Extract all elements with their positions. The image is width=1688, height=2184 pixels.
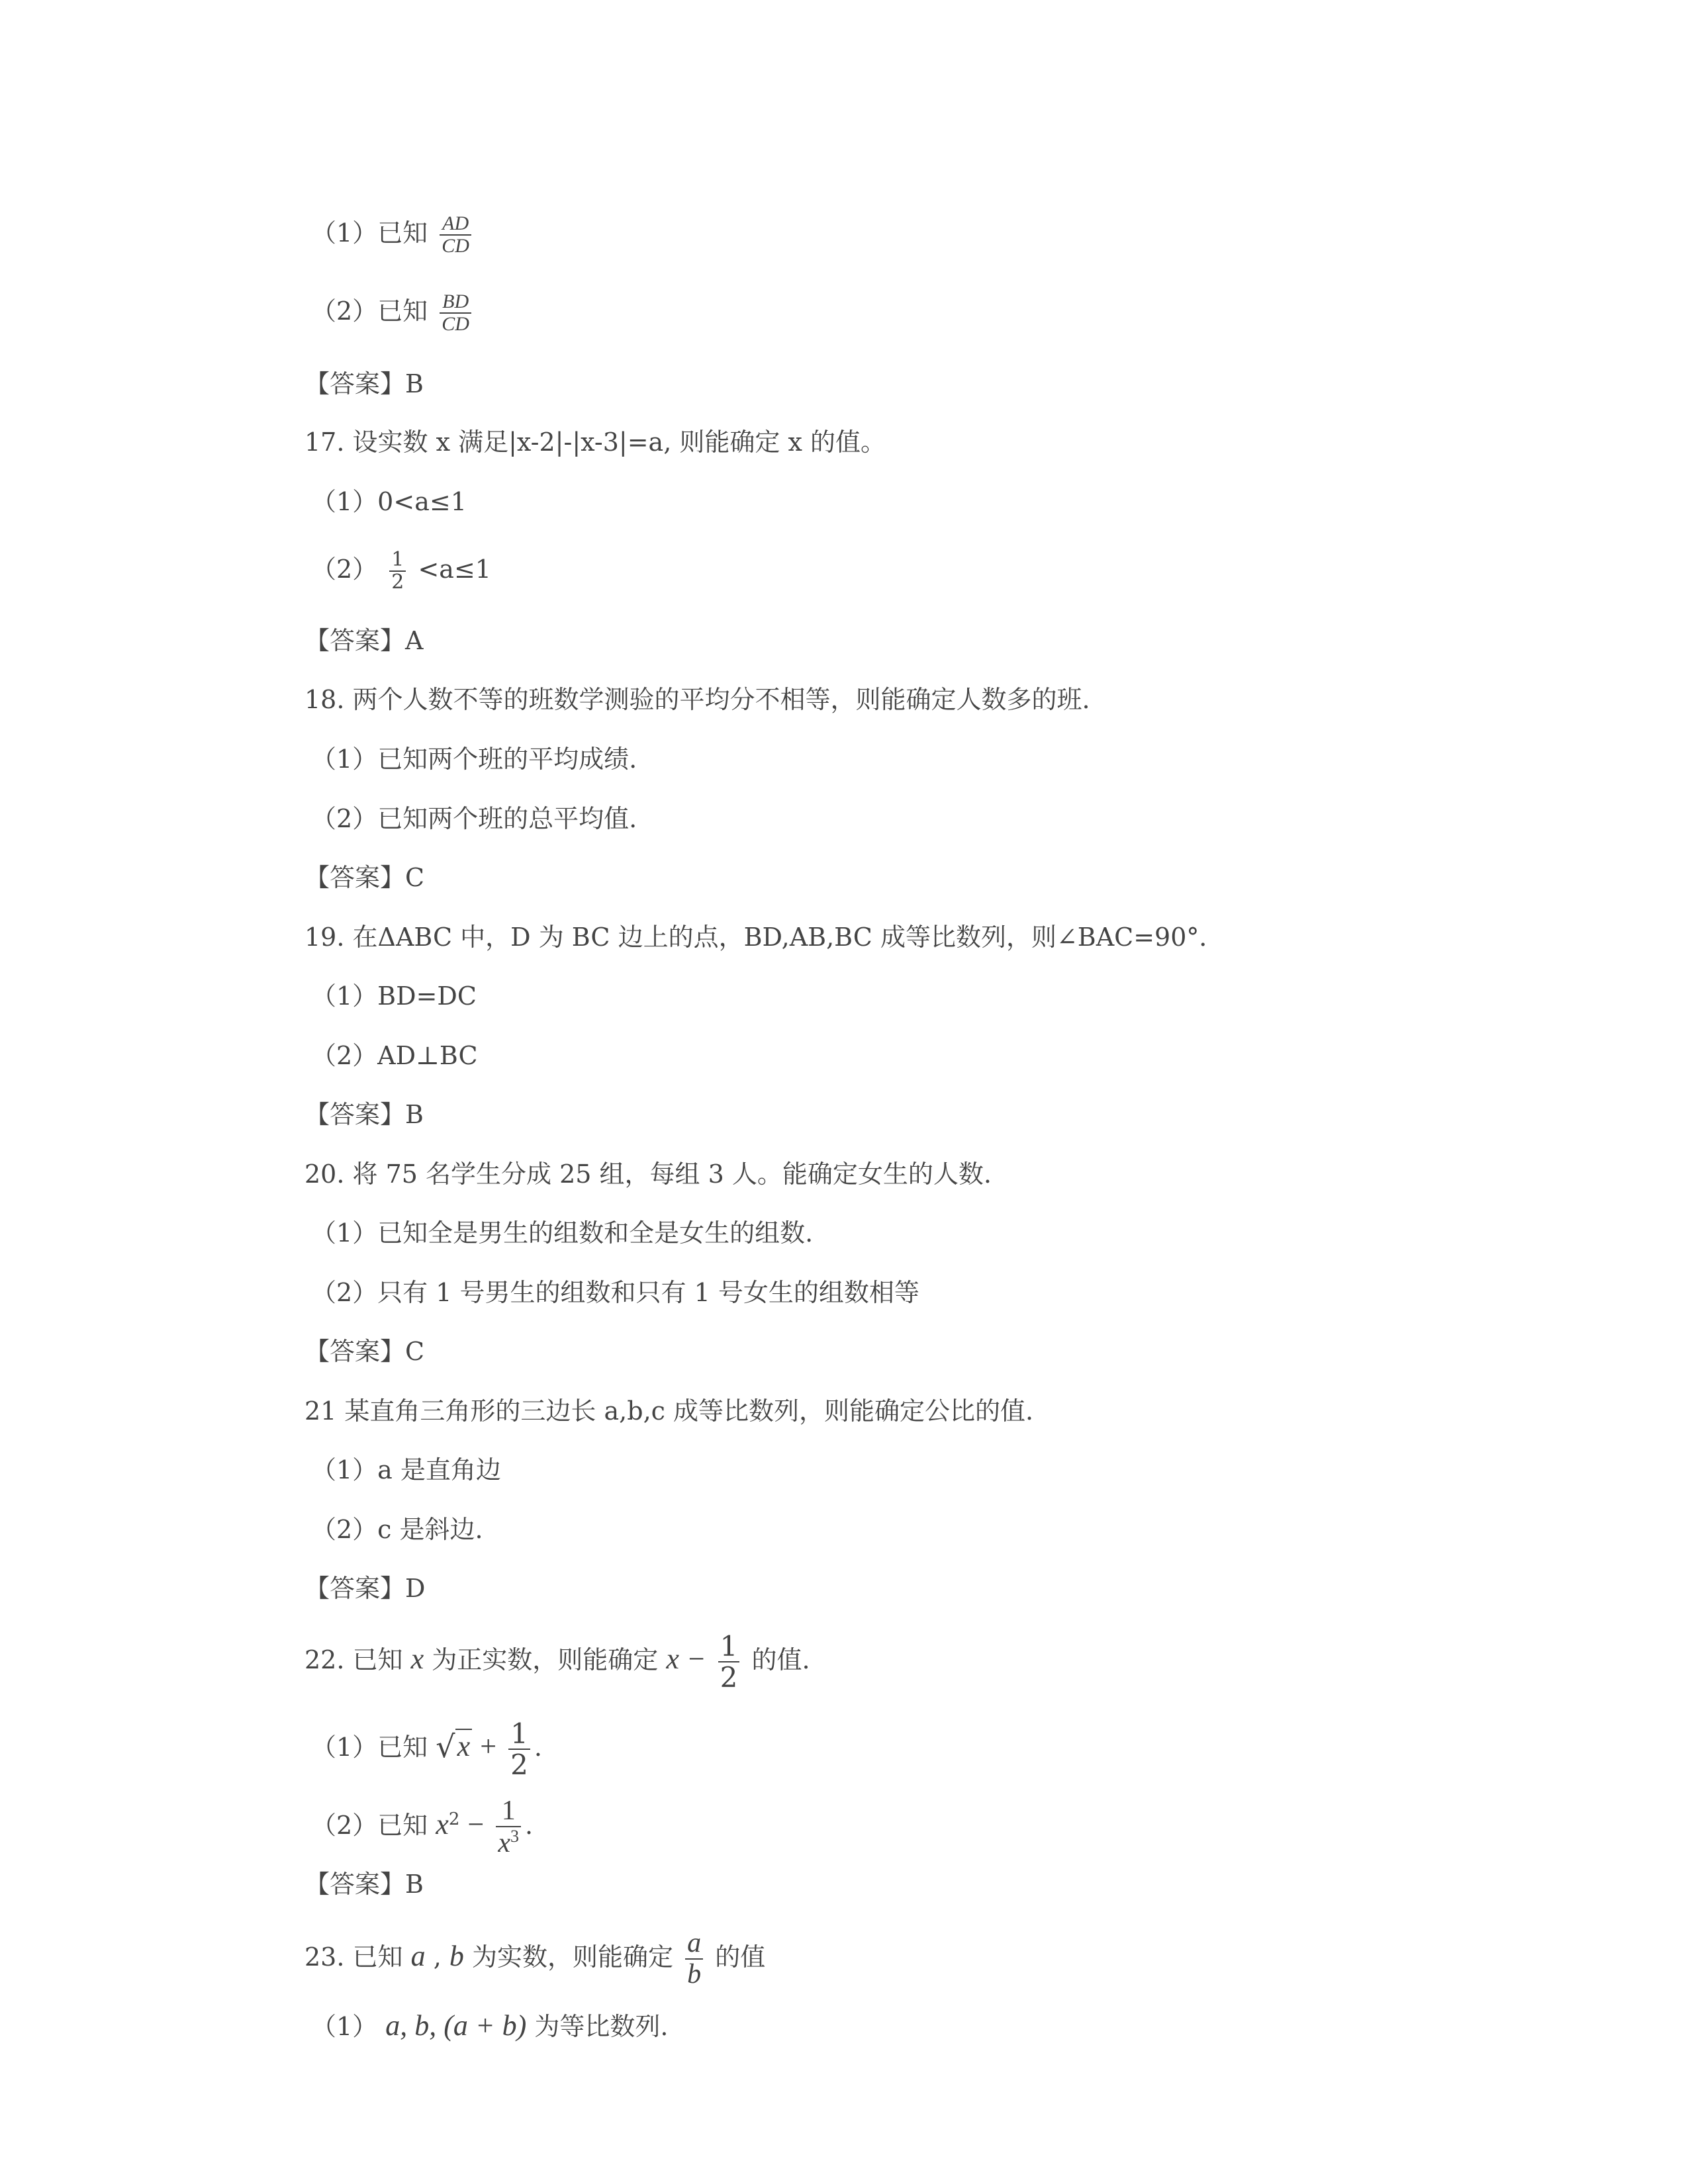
q22-c1-plus: + — [480, 1729, 497, 1762]
q22-stem-denominator: 2 — [720, 1661, 738, 1694]
q20-stem: 20. 将 75 名学生分成 25 组，每组 3 人。能确定女生的人数. — [305, 1160, 992, 1189]
q21-condition-1: （1）a 是直角边 — [311, 1455, 501, 1484]
q22-condition-2 — [311, 1796, 533, 1859]
q20-answer: 【答案】C — [305, 1337, 425, 1366]
q19-condition-1: （1）BD=DC — [311, 981, 477, 1011]
q22-stem-variable: x — [410, 1642, 424, 1675]
q20-condition-2: （2）只有 1 号男生的组数和只有 1 号女生的组数相等 — [311, 1278, 919, 1307]
q22-c2-denominator — [496, 1827, 521, 1858]
q21-condition-2: （2）c 是斜边. — [311, 1515, 483, 1544]
q23-stem-denominator: b — [687, 1959, 702, 1990]
q22-c2-den-exponent: 3 — [510, 1827, 520, 1846]
q18-condition-2: （2）已知两个班的总平均值. — [311, 804, 637, 833]
q22-c1-end: . — [534, 1732, 542, 1762]
q18-stem: 18. 两个人数不等的班数学测验的平均分不相等，则能确定人数多的班. — [305, 685, 1090, 714]
q23-stem-fraction — [685, 1929, 703, 1990]
q20-condition-1: （1）已知全是男生的组数和全是女生的组数. — [311, 1218, 814, 1248]
q23-stem — [305, 1929, 765, 1990]
q22-condition-1 — [311, 1719, 542, 1780]
q16-c1-prefix: （1）已知 — [311, 218, 428, 248]
q16-answer: 【答案】B — [305, 369, 424, 398]
q17-stem: 17. 设实数 x 满足|x-2|-|x-3|=a, 则能确定 x 的值。 — [305, 428, 886, 457]
q16-c2-denominator: CD — [442, 313, 469, 336]
q22-c2-end: . — [525, 1810, 534, 1840]
q22-stem-prefix: 22. 已知 — [305, 1645, 403, 1674]
sqrt-icon: √ — [436, 1728, 455, 1764]
q16-condition-1 — [311, 213, 475, 257]
q17-condition-1: （1）0<a≤1 — [311, 487, 467, 516]
q22-c1-denominator: 2 — [510, 1749, 528, 1782]
q19-condition-2: （2）AD⊥BC — [311, 1041, 478, 1070]
q23-c1-expression: a, b, (a + b) — [385, 2009, 527, 2042]
q22-stem-numerator: 1 — [718, 1631, 740, 1662]
q18-condition-1: （1）已知两个班的平均成绩. — [311, 745, 637, 774]
q17-c2-denominator: 2 — [391, 570, 404, 594]
q19-stem: 19. 在ΔABC 中，D 为 BC 边上的点，BD,AB,BC 成等比数列，则∠BAC=90°． — [305, 923, 1225, 952]
q16-c1-numerator: AD — [440, 213, 471, 236]
q22-answer: 【答案】B — [305, 1870, 424, 1899]
q18-answer: 【答案】C — [305, 863, 425, 892]
q23-condition-1 — [311, 2009, 668, 2043]
q16-c1-denominator: CD — [442, 235, 469, 257]
q22-c1-fraction — [508, 1719, 530, 1780]
q22-stem-mid: 为正实数，则能确定 — [432, 1645, 659, 1674]
q23-stem-b: b — [449, 1939, 464, 1972]
q23-stem-prefix: 23. 已知 — [305, 1942, 403, 1972]
q22-stem-fraction — [718, 1631, 740, 1693]
q22-c2-exponent: 2 — [448, 1809, 460, 1830]
q16-c2-numerator: BD — [440, 291, 471, 314]
q21-stem: 21 某直角三角形的三边长 a,b,c 成等比数列，则能确定公比的值. — [305, 1396, 1034, 1426]
q22-c2-numerator: 1 — [496, 1796, 521, 1827]
q22-c1-numerator: 1 — [508, 1719, 530, 1750]
q16-c2-prefix: （2）已知 — [311, 296, 428, 326]
q16-condition-2 — [311, 291, 475, 336]
q23-c1-prefix: （1） — [311, 2012, 378, 2041]
q16-c2-fraction — [440, 291, 471, 336]
q22-stem-expression: x − — [666, 1642, 706, 1675]
q22-stem-suffix: 的值. — [751, 1645, 810, 1674]
q17-c2-suffix: <a≤1 — [418, 554, 491, 584]
q22-stem — [305, 1631, 810, 1693]
q21-answer: 【答案】D — [305, 1574, 426, 1603]
q23-c1-suffix: 为等比数列. — [534, 2012, 669, 2041]
q22-c2-base: x — [436, 1807, 449, 1841]
q23-stem-a: a — [410, 1939, 426, 1972]
q17-c2-prefix: （2） — [311, 554, 378, 584]
q16-c1-fraction — [440, 213, 471, 257]
q22-c2-prefix: （2）已知 — [311, 1810, 428, 1840]
q23-stem-comma: , — [433, 1942, 442, 1972]
q22-c2-fraction — [496, 1796, 521, 1859]
q23-stem-mid: 为实数，则能确定 — [471, 1942, 673, 1972]
q17-condition-2 — [311, 549, 491, 594]
q23-stem-numerator: a — [685, 1929, 703, 1960]
q22-c1-prefix: （1）已知 — [311, 1732, 428, 1762]
q23-stem-suffix: 的值 — [715, 1942, 766, 1972]
q22-c2-den-base: x — [498, 1828, 511, 1859]
q17-c2-numerator: 1 — [389, 549, 406, 572]
q22-c2-minus: − — [467, 1807, 485, 1841]
q19-answer: 【答案】B — [305, 1100, 424, 1129]
q17-answer: 【答案】A — [305, 626, 424, 655]
q17-c2-fraction — [389, 549, 406, 594]
q22-c1-radicand: x — [455, 1729, 473, 1762]
